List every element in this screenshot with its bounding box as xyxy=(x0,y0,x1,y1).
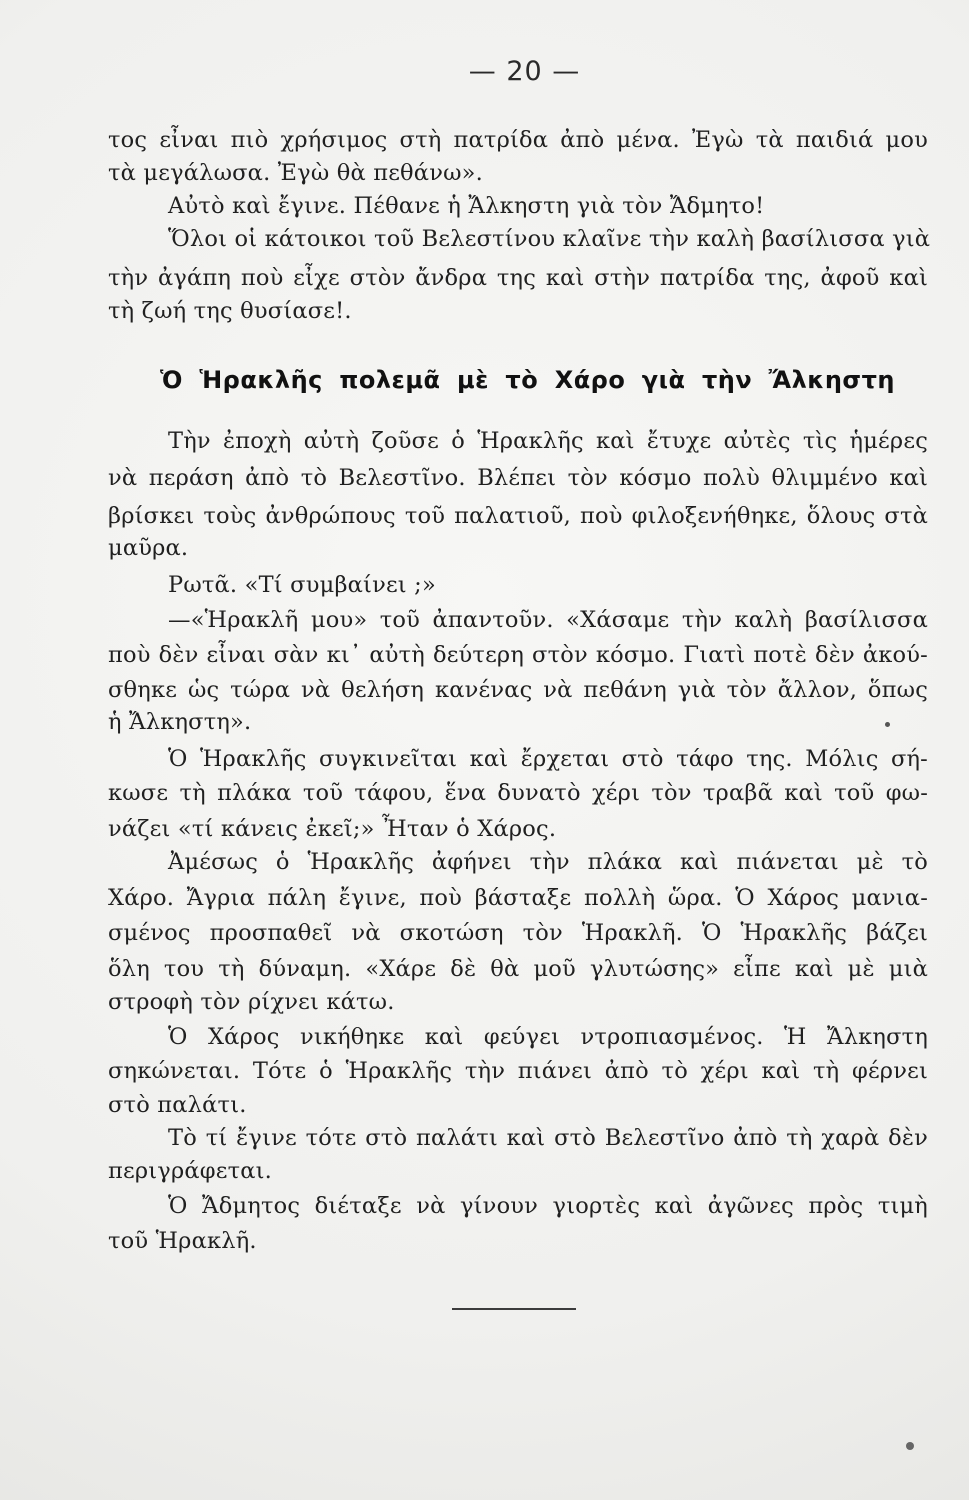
text-line: τὴν ἀγάπη ποὺ εἶχε στὸν ἄνδρα της καὶ στὴν πατρίδα της, ἀφοῦ καὶ xyxy=(108,265,928,291)
text-line: Ὁ Χάρος νικήθηκε καὶ φεύγει ντροπιασμένος. Ἡ Ἄλκηστη xyxy=(168,1024,928,1050)
text-line: νὰ περάση ἀπὸ τὸ Βελεστῖνο. Βλέπει τὸν κόσμο πολὺ θλιμμένο καὶ xyxy=(108,465,928,491)
text-line: τὴ ζωή της θυσίασε!. xyxy=(108,298,352,324)
text-line: τοῦ Ἡρακλῆ. xyxy=(108,1228,257,1254)
text-line: Ὁ Ἄδμητος διέταξε νὰ γίνουν γιορτὲς καὶ ἀγῶνες πρὸς τιμὴ xyxy=(168,1193,928,1219)
text-line: στὸ παλάτι. xyxy=(108,1092,247,1118)
text-line: ὅλη του τὴ δύναμη. «Χάρε δὲ θὰ μοῦ γλυτώσης» εἶπε καὶ μὲ μιὰ xyxy=(108,956,928,982)
text-line: Ρωτᾶ. «Τί συμβαίνει ;» xyxy=(168,572,436,598)
text-line: νάζει «τί κάνεις ἐκεῖ;» Ἦταν ὁ Χάρος. xyxy=(108,816,557,842)
text-line: Χάρο. Ἄγρια πάλη ἔγινε, ποὺ βάσταξε πολλὴ ὥρα. Ὁ Χάρος μανια- xyxy=(108,885,928,911)
text-line: Ὁ Ἡρακλῆς συγκινεῖται καὶ ἔρχεται στὸ τάφο της. Μόλις σή- xyxy=(168,746,928,772)
text-line: στροφὴ τὸν ρίχνει κάτω. xyxy=(108,989,395,1015)
text-line: τος εἶναι πιὸ χρήσιμος στὴ πατρίδα ἀπὸ μένα. Ἐγὼ τὰ παιδιά μου xyxy=(108,127,928,153)
text-line: βρίσκει τοὺς ἀνθρώπους τοῦ παλατιοῦ, ποὺ φιλοξενήθηκε, ὅλους στὰ xyxy=(108,503,928,529)
text-line: Αὐτὸ καὶ ἔγινε. Πέθανε ἡ Ἄλκηστη γιὰ τὸν Ἄδμητο! xyxy=(168,193,765,219)
text-line: ἡ Ἄλκηστη». xyxy=(108,709,252,735)
text-line: σμένος προσπαθεῖ νὰ σκοτώση τὸν Ἡρακλῆ. Ὁ Ἡρακλῆς βάζει xyxy=(108,920,928,946)
text-line: κωσε τὴ πλάκα τοῦ τάφου, ἕνα δυνατὸ χέρι τὸν τραβᾶ καὶ τοῦ φω- xyxy=(108,780,928,806)
text-line: μαῦρα. xyxy=(108,535,189,561)
section-heading: Ὁ Ἡρακλῆς πολεμᾶ μὲ τὸ Χάρο γιὰ τὴν Ἄλκηστη xyxy=(160,366,895,394)
text-line: Ἀμέσως ὁ Ἡρακλῆς ἀφήνει τὴν πλάκα καὶ πιάνεται μὲ τὸ xyxy=(168,849,928,875)
text-line: —«Ἡρακλῆ μου» τοῦ ἀπαντοῦν. «Χάσαμε τὴν καλὴ βασίλισσα xyxy=(168,607,928,633)
page-number: — 20 — xyxy=(468,56,581,87)
text-line: τὰ μεγάλωσα. Ἐγὼ θὰ πεθάνω». xyxy=(108,160,483,186)
text-line: σθηκε ὡς τώρα νὰ θελήση κανένας νὰ πεθάνη γιὰ τὸν ἄλλον, ὅπως xyxy=(108,677,928,703)
text-line: περιγράφεται. xyxy=(108,1158,272,1184)
text-line: σηκώνεται. Τότε ὁ Ἡρακλῆς τὴν πιάνει ἀπὸ τὸ χέρι καὶ τὴ φέρνει xyxy=(108,1058,928,1084)
scan-speck xyxy=(906,1442,914,1450)
text-line: Ὅλοι οἱ κάτοικοι τοῦ Βελεστίνου κλαῖνε τὴν καλὴ βασίλισσα γιὰ xyxy=(168,226,931,252)
scan-speck xyxy=(885,722,890,727)
text-line: ποὺ δὲν εἶναι σὰν κι᾽ αὐτὴ δεύτερη στὸν κόσμο. Γιατὶ ποτὲ δὲν ἀκού- xyxy=(108,642,928,668)
end-rule xyxy=(452,1308,576,1310)
text-line: Τὸ τί ἔγινε τότε στὸ παλάτι καὶ στὸ Βελεστῖνο ἀπὸ τὴ χαρὰ δὲν xyxy=(168,1125,928,1151)
text-line: Τὴν ἐποχὴ αὐτὴ ζοῦσε ὁ Ἡρακλῆς καὶ ἔτυχε αὐτὲς τὶς ἡμέρες xyxy=(168,428,928,454)
